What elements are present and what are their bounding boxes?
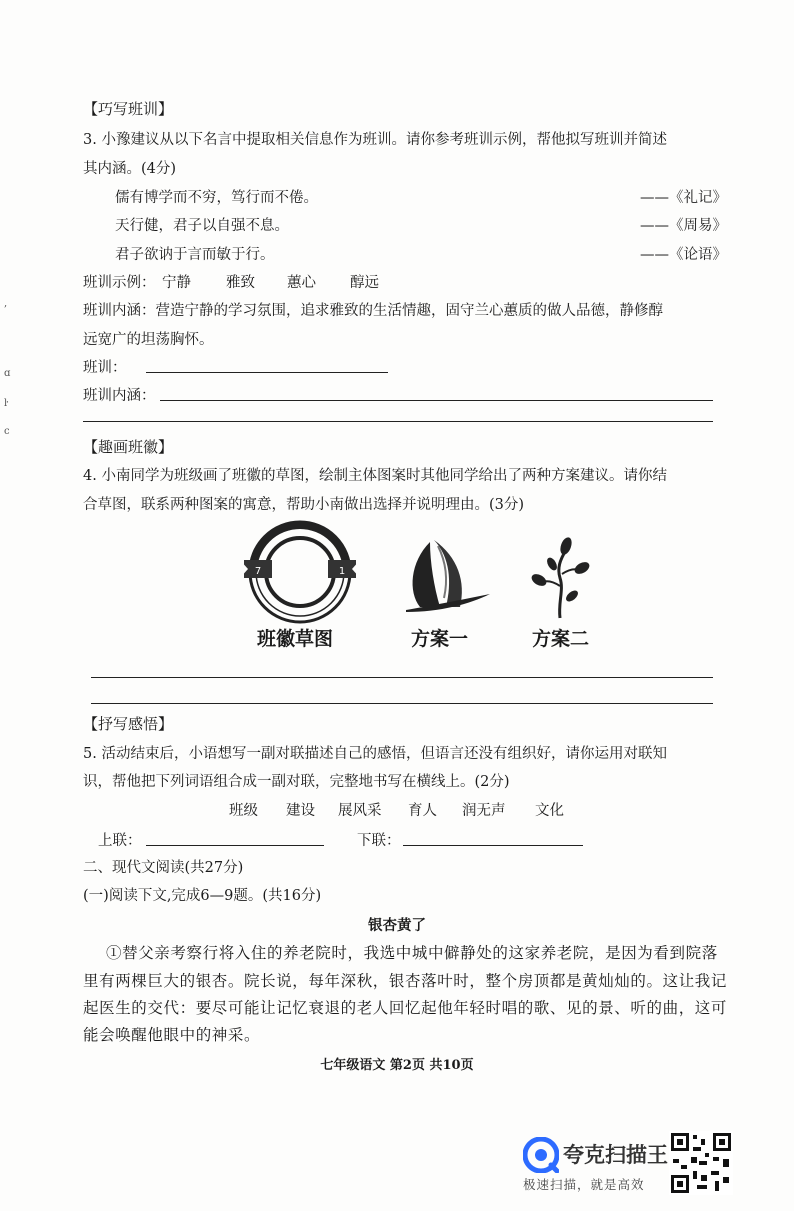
- caption-badge-sketch: 班徽草图: [257, 628, 334, 650]
- example-word: 蕙心: [287, 275, 316, 291]
- lower-couplet-line[interactable]: [403, 845, 583, 846]
- svg-text:1: 1: [338, 566, 346, 577]
- caption-plan-one: 方案一: [411, 628, 469, 650]
- quark-logo-icon: [523, 1137, 559, 1173]
- scan-mark: ɑ: [4, 368, 11, 379]
- lower-couplet-label: 下联：: [357, 833, 401, 849]
- question-5-line1: 5. 活动结束后，小语想写一副对联描述自己的感悟，但语言还没有组织好，请你运用对联知: [83, 746, 667, 762]
- section-heading-quhua: 【趣画班徽】: [83, 438, 174, 456]
- quote-source: ——《论语》: [640, 247, 727, 263]
- section-heading-qiaoxie: 【巧写班训】: [83, 100, 174, 118]
- quote-text: 儒有博学而不穷，笃行而不倦。: [115, 190, 318, 206]
- answer-line[interactable]: [91, 703, 713, 704]
- caption-plan-two: 方案二: [532, 628, 590, 650]
- sailboat-image: [400, 532, 494, 618]
- part-title: 二、现代文阅读(共27分): [83, 860, 244, 876]
- couplet-word: 建设: [286, 803, 315, 819]
- example-word: 醇远: [350, 275, 379, 291]
- couplet-word: 润无声: [462, 803, 506, 819]
- badge-sketch-image: [240, 518, 360, 626]
- section-heading-shuxie: 【抒写感悟】: [83, 715, 174, 733]
- example-word: 雅致: [226, 275, 255, 291]
- scan-mark: ,: [4, 298, 8, 309]
- paragraph-line: 起医生的交代：要尽可能让记忆衰退的老人回忆起他年轻时唱的歌、见的景、听的曲，这可: [83, 999, 728, 1017]
- upper-couplet-line[interactable]: [146, 845, 324, 846]
- article-title: 银杏黄了: [368, 917, 426, 934]
- brand-name: 夸克扫描王: [563, 1143, 668, 1167]
- example-label: 班训示例：: [83, 275, 156, 291]
- paragraph-line: ①替父亲考察行将入住的养老院时，我选中城中僻静处的这家养老院，是因为看到院落: [106, 944, 718, 962]
- scan-mark: c: [4, 426, 10, 437]
- example-word: 宁静: [162, 275, 191, 291]
- motto-answer-label: 班训：: [83, 360, 127, 376]
- sub-title: (一)阅读下文,完成6—9题。(共16分): [83, 888, 322, 904]
- question-5-line2: 识，帮他把下列词语组合成一副对联，完整地书写在横线上。(2分): [83, 774, 510, 790]
- sapling-image: [530, 536, 590, 620]
- scanner-watermark: [519, 1135, 779, 1197]
- couplet-word: 育人: [408, 803, 437, 819]
- motto-answer-line[interactable]: [146, 372, 388, 373]
- paragraph-line: 能会唤醒他眼中的神采。: [83, 1026, 261, 1044]
- answer-line[interactable]: [91, 677, 713, 678]
- page-footer: 七年级语文 第2页 共10页: [320, 1058, 474, 1073]
- upper-couplet-label: 上联：: [98, 833, 142, 849]
- couplet-word: 文化: [535, 803, 564, 819]
- meaning-answer-label: 班训内涵：: [83, 388, 156, 404]
- meaning-line1: 班训内涵：营造宁静的学习氛围，追求雅致的生活情趣，固守兰心蕙质的做人品德，静修醇: [83, 303, 663, 319]
- meaning-answer-line-2[interactable]: [83, 421, 713, 422]
- question-4-line2: 合草图，联系两种图案的寓意，帮助小南做出选择并说明理由。(3分): [83, 497, 525, 513]
- question-3-line1: 3. 小豫建议从以下名言中提取相关信息作为班训。请你参考班训示例，帮他拟写班训并简述: [83, 132, 667, 148]
- quote-text: 君子欲讷于言而敏于行。: [115, 247, 275, 263]
- brand-slogan: 极速扫描，就是高效: [523, 1177, 645, 1192]
- question-3-line2: 其内涵。(4分): [83, 161, 177, 177]
- couplet-word: 班级: [229, 803, 258, 819]
- couplet-word: 展风采: [338, 803, 382, 819]
- quote-source: ——《礼记》: [640, 190, 727, 206]
- quote-source: ——《周易》: [640, 218, 727, 234]
- meaning-line2: 远宽广的坦荡胸怀。: [83, 332, 214, 348]
- meaning-answer-line[interactable]: [160, 400, 713, 401]
- svg-text:7: 7: [254, 566, 262, 577]
- qr-code-icon: [669, 1131, 733, 1195]
- scan-mark: ŀ: [4, 398, 8, 409]
- question-4-line1: 4. 小南同学为班级画了班徽的草图，绘制主体图案时其他同学给出了两种方案建议。请你结: [83, 468, 667, 484]
- paragraph-line: 里有两棵巨大的银杏。院长说，每年深秋，银杏落叶时，整个房顶都是黄灿灿的。这让我记: [83, 972, 728, 990]
- quote-text: 天行健，君子以自强不息。: [115, 218, 289, 234]
